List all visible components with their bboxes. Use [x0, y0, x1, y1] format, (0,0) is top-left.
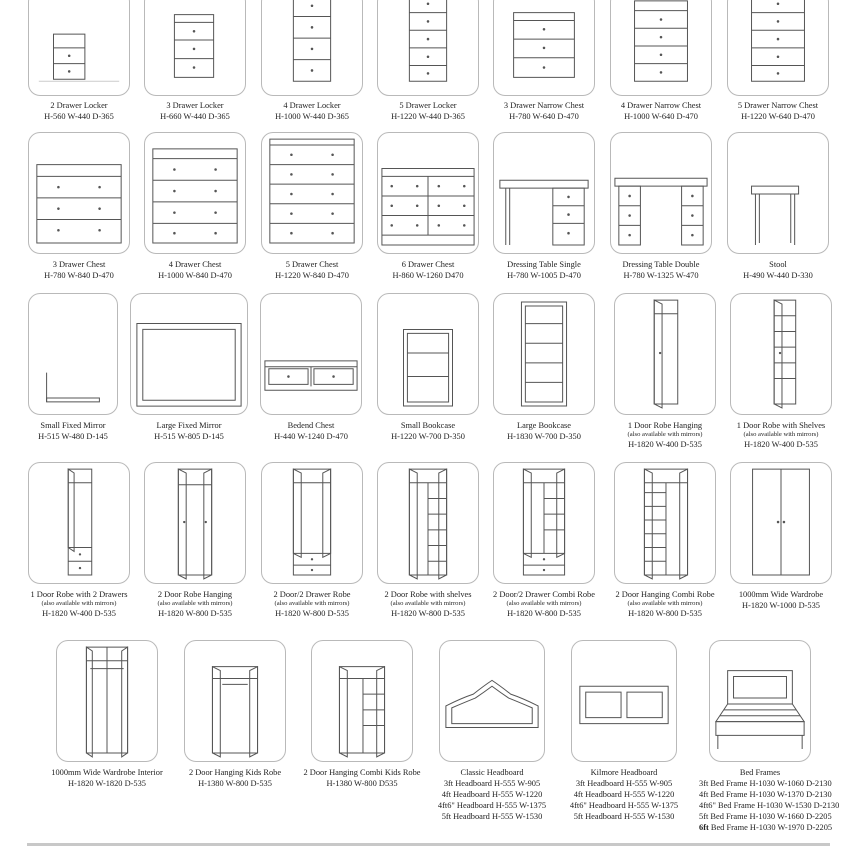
- last-line: Bed Frame H-1030 W-1970 D-2205: [708, 823, 833, 832]
- 2-door-2-drawer-robe-icon: [261, 462, 363, 584]
- 5-drawer-chest-icon: [261, 132, 363, 254]
- product-dims: H-780 W-640 D-470: [509, 112, 579, 121]
- product-dims: H-1380 W-800 D535: [326, 779, 398, 788]
- 3-drawer-narrow-chest-icon: [493, 0, 595, 96]
- 6-drawer-chest-icon: [377, 132, 479, 254]
- 1-door-robe-hanging-icon: [614, 293, 716, 415]
- product-dims: H-1820 W-800 D-535: [391, 609, 465, 618]
- product-dims: H-1820 W-800 D-535: [628, 609, 702, 618]
- stool-icon: [727, 132, 829, 254]
- product-dims: H-560 W-440 D-365: [44, 112, 114, 121]
- product-dims: H-1220 W-640 D-470: [741, 112, 815, 121]
- product-name: 4 Drawer Chest: [168, 260, 222, 269]
- product-dims: 4ft6" Headboard H-555 W-1375: [569, 801, 679, 810]
- product-name: Dressing Table Single: [507, 260, 581, 269]
- product-note: (also available with mirrors): [627, 431, 703, 438]
- product-name: Bedend Chest: [287, 421, 335, 430]
- product-name: 5 Drawer Chest: [285, 260, 339, 269]
- 2-door-hanging-combi-robe-icon: [614, 462, 716, 584]
- 2-door-combi-robe-icon: [493, 462, 595, 584]
- product-name: Kilmore Headboard: [590, 768, 658, 777]
- product-name: Dressing Table Double: [622, 260, 700, 269]
- product-dims: H-780 W-1005 D-470: [507, 271, 581, 280]
- 3-drawer-locker-icon: [144, 0, 246, 96]
- product-dims: 4ft6" Headboard H-555 W-1375: [437, 801, 547, 810]
- product-dims: H-780 W-840 D-470: [44, 271, 114, 280]
- product-dims: 3ft Bed Frame H-1030 W-1060 D-2130: [699, 779, 832, 788]
- product-name: Small Fixed Mirror: [40, 421, 106, 430]
- 5-drawer-narrow-chest-icon: [727, 0, 829, 96]
- product-note: (also available with mirrors): [390, 600, 466, 607]
- product-note: (also available with mirrors): [274, 600, 350, 607]
- product-dims: H-860 W-1260 D470: [392, 271, 464, 280]
- bed-frame-icon: [709, 640, 811, 762]
- product-dims: H-440 W-1240 D-470: [274, 432, 348, 441]
- product-name: 5 Drawer Narrow Chest: [737, 101, 819, 110]
- product-dims: H-515 W-805 D-145: [154, 432, 224, 441]
- 5-drawer-locker-icon: [377, 0, 479, 96]
- product-dims: H-1820 W-400 D-535: [42, 609, 116, 618]
- 4-drawer-locker-icon: [261, 0, 363, 96]
- product-name: Large Bookcase: [516, 421, 572, 430]
- 1-door-robe-shelves-icon: [730, 293, 832, 415]
- 1-door-robe-drawers-icon: [28, 462, 130, 584]
- product-name: 2 Door/2 Drawer Robe: [273, 590, 351, 599]
- product-dims: H-515 W-480 D-145: [38, 432, 108, 441]
- 2-door-robe-hanging-icon: [144, 462, 246, 584]
- product-name: 1000mm Wide Wardrobe: [738, 590, 824, 599]
- combi-kids-robe-icon: [311, 640, 413, 762]
- product-dims: H-1820 W-1000 D-535: [741, 601, 820, 610]
- product-dims: H-1220 W-840 D-470: [275, 271, 349, 280]
- product-note: (also available with mirrors): [41, 600, 117, 607]
- product-dims: H-1000 W-840 D-470: [158, 271, 232, 280]
- product-name: 5 Drawer Locker: [399, 101, 457, 110]
- product-name: 2 Door Hanging Combi Robe: [615, 590, 715, 599]
- product-name: 2 Drawer Locker: [50, 101, 108, 110]
- product-name: Classic Headboard: [460, 768, 524, 777]
- product-dims: H-490 W-440 D-330: [743, 271, 813, 280]
- dressing-table-double-icon: [610, 132, 712, 254]
- large-bookcase-icon: [493, 293, 595, 415]
- product-name: 2 Door Robe with shelves: [384, 590, 472, 599]
- product-note: (also available with mirrors): [506, 600, 582, 607]
- product-name: 2 Door/2 Drawer Combi Robe: [493, 590, 595, 599]
- product-dims: 5ft Bed Frame H-1030 W-1660 D-2205: [699, 812, 832, 821]
- dressing-table-single-icon: [493, 132, 595, 254]
- product-dims: H-1220 W-700 D-350: [391, 432, 465, 441]
- product-name: 4 Drawer Narrow Chest: [620, 101, 702, 110]
- product-dims: H-1000 W-440 D-365: [275, 112, 349, 121]
- footer-rule: [27, 843, 830, 846]
- bold-prefix: 6ft: [699, 823, 709, 832]
- product-dims: 4ft Headboard H-555 W-1220: [441, 790, 543, 799]
- product-dims: H-1820 W-400 D-535: [628, 440, 702, 449]
- product-name: 1 Door Robe Hanging: [627, 421, 703, 430]
- 2-drawer-locker-icon: [28, 0, 130, 96]
- product-dims: H-780 W-1325 W-470: [623, 271, 699, 280]
- product-dims: 4ft Headboard H-555 W-1220: [573, 790, 675, 799]
- product-dims: H-1830 W-700 D-350: [507, 432, 581, 441]
- product-name: Stool: [769, 260, 787, 269]
- product-name: Small Bookcase: [400, 421, 456, 430]
- classic-headboard-icon: [439, 640, 545, 762]
- product-dims: 4ft Bed Frame H-1030 W-1370 D-2130: [699, 790, 832, 799]
- product-name: 2 Door Robe Hanging: [157, 590, 233, 599]
- product-dims: H-1380 W-800 D-535: [198, 779, 272, 788]
- product-name: 1 Door Robe with 2 Drawers: [30, 590, 128, 599]
- product-dims: 5ft Headboard H-555 W-1530: [573, 812, 675, 821]
- product-note: (also available with mirrors): [627, 600, 703, 607]
- product-dims: H-1820 W-800 D-535: [275, 609, 349, 618]
- product-dims: H-1000 W-640 D-470: [624, 112, 698, 121]
- kilmore-headboard-icon: [571, 640, 677, 762]
- kids-robe-icon: [184, 640, 286, 762]
- product-name: 6 Drawer Chest: [401, 260, 455, 269]
- product-note: (also available with mirrors): [743, 431, 819, 438]
- wide-wardrobe-interior-icon: [56, 640, 158, 762]
- product-dims: H-1820 W-400 D-535: [744, 440, 818, 449]
- 3-drawer-chest-icon: [28, 132, 130, 254]
- product-dims: 3ft Headboard H-555 W-905: [443, 779, 541, 788]
- product-dims: H-1820 W-800 D-535: [507, 609, 581, 618]
- product-dims: 3ft Headboard H-555 W-905: [575, 779, 673, 788]
- product-name: 1000mm Wide Wardrobe Interior: [51, 768, 163, 777]
- product-note: (also available with mirrors): [157, 600, 233, 607]
- small-fixed-mirror-icon: [28, 293, 118, 415]
- 2-door-robe-shelves-icon: [377, 462, 479, 584]
- product-name: 2 Door Hanging Kids Robe: [188, 768, 282, 777]
- product-name: 3 Drawer Narrow Chest: [503, 101, 585, 110]
- product-name: Large Fixed Mirror: [156, 421, 222, 430]
- large-fixed-mirror-icon: [130, 293, 248, 415]
- product-name: 3 Drawer Chest: [52, 260, 106, 269]
- product-name: 4 Drawer Locker: [283, 101, 341, 110]
- product-dims: H-1820 W-1820 D-535: [67, 779, 146, 788]
- 4-drawer-narrow-chest-icon: [610, 0, 712, 96]
- product-name: 2 Door Hanging Combi Kids Robe: [303, 768, 421, 777]
- product-dims: H-660 W-440 D-365: [160, 112, 230, 121]
- small-bookcase-icon: [377, 293, 479, 415]
- wide-wardrobe-icon: [730, 462, 832, 584]
- product-dims-last: [699, 822, 833, 833]
- product-dims: 4ft6" Bed Frame H-1030 W-1530 D-2130: [699, 801, 840, 810]
- product-dims: H-1220 W-440 D-365: [391, 112, 465, 121]
- 4-drawer-chest-icon: [144, 132, 246, 254]
- product-name: 1 Door Robe with Shelves: [736, 421, 826, 430]
- product-dims: H-1820 W-800 D-535: [158, 609, 232, 618]
- bedend-chest-icon: [260, 293, 362, 415]
- product-dims: 5ft Headboard H-555 W-1530: [441, 812, 543, 821]
- product-name: Bed Frames: [739, 768, 781, 777]
- product-name: 3 Drawer Locker: [166, 101, 224, 110]
